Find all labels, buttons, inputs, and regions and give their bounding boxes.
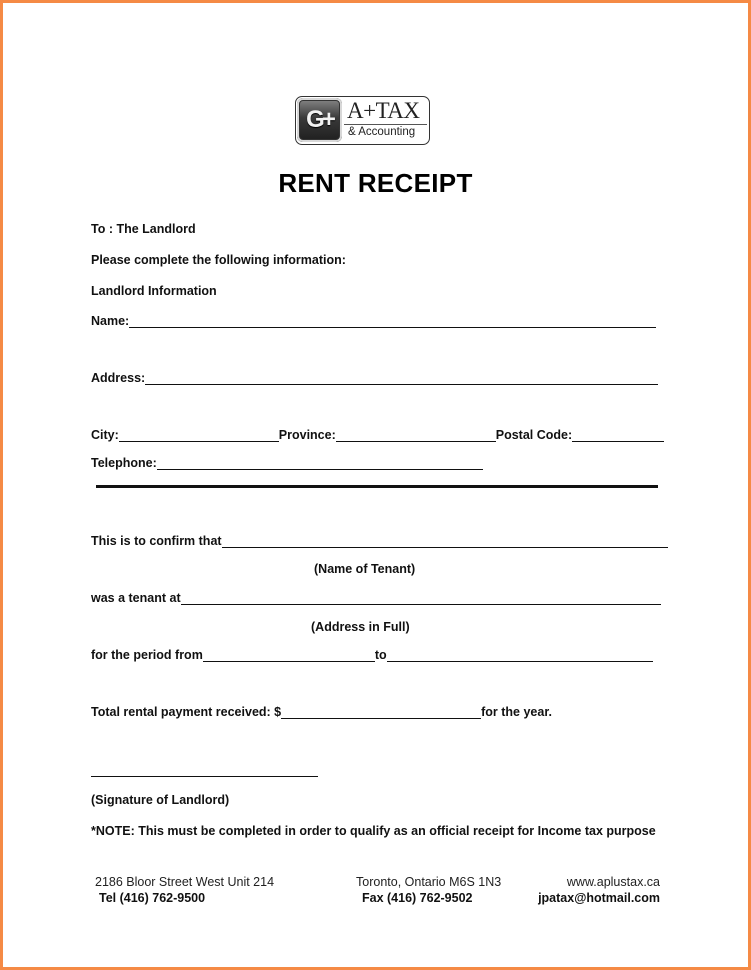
- note-text: *NOTE: This must be completed in order to qualify as an official receipt for Income tax purpose: [91, 824, 656, 838]
- confirm-label: This is to confirm that: [91, 534, 222, 548]
- signature-row: [91, 764, 318, 777]
- address-label: Address:: [91, 371, 146, 385]
- telephone-label: Telephone:: [91, 456, 157, 470]
- footer-fax: Fax (416) 762-9502: [362, 891, 473, 905]
- tenant-address-field[interactable]: [181, 592, 661, 605]
- total-label: Total rental payment received: $: [91, 705, 282, 719]
- instruction-text: Please complete the following information:: [91, 253, 346, 267]
- logo-divider: [344, 124, 427, 125]
- address-caption: (Address in Full): [311, 620, 410, 634]
- period-from-field[interactable]: [203, 649, 375, 662]
- telephone-field[interactable]: [157, 457, 483, 470]
- total-payment-row: [91, 705, 552, 719]
- address-field[interactable]: [145, 372, 658, 385]
- name-label: Name:: [91, 314, 130, 328]
- telephone-row: [91, 456, 483, 470]
- footer-email[interactable]: jpatax@hotmail.com: [538, 891, 660, 905]
- confirm-row: [91, 534, 668, 548]
- city-province-postal-row: [91, 428, 664, 442]
- to-line: [91, 222, 196, 236]
- postal-code-field[interactable]: [572, 429, 664, 442]
- logo-badge-icon: [297, 98, 342, 142]
- company-logo: [295, 96, 430, 145]
- total-suffix: for the year.: [481, 705, 552, 719]
- section-heading-text: Landlord Information: [91, 284, 217, 298]
- name-field[interactable]: [129, 315, 656, 328]
- postal-code-label: Postal Code:: [495, 428, 573, 442]
- logo-title: A+TAX: [347, 98, 420, 123]
- period-to-field[interactable]: [387, 649, 653, 662]
- city-label: City:: [91, 428, 119, 442]
- period-to-label: to: [374, 648, 387, 662]
- province-label: Province:: [278, 428, 336, 442]
- tenant-at-label: was a tenant at: [91, 591, 181, 605]
- tenant-address-row: [91, 591, 661, 605]
- province-field[interactable]: [336, 429, 496, 442]
- to-line-text: To : The Landlord: [91, 222, 196, 236]
- document-title: RENT RECEIPT: [278, 168, 473, 198]
- signature-caption: (Signature of Landlord): [91, 793, 230, 807]
- tenant-name-field[interactable]: [222, 535, 668, 548]
- address-row: [91, 371, 658, 385]
- instruction-line: [91, 253, 346, 267]
- period-from-label: for the period from: [91, 648, 203, 662]
- signature-field[interactable]: [91, 764, 318, 777]
- footer-website[interactable]: www.aplustax.ca: [566, 875, 660, 889]
- footer-telephone: Tel (416) 762-9500: [99, 891, 206, 905]
- section-divider: [96, 485, 658, 488]
- tenant-name-caption: (Name of Tenant): [314, 562, 416, 576]
- city-field[interactable]: [119, 429, 279, 442]
- signature-caption-row: [91, 793, 229, 807]
- period-row: [91, 648, 653, 662]
- section-heading: [91, 284, 217, 298]
- note-row: [91, 824, 656, 838]
- name-row: [91, 314, 656, 328]
- footer-city: Toronto, Ontario M6S 1N3: [356, 875, 502, 889]
- logo-badge-text: G+: [306, 106, 333, 133]
- logo-subtitle: & Accounting: [348, 126, 416, 138]
- total-amount-field[interactable]: [281, 706, 481, 719]
- footer-street: 2186 Bloor Street West Unit 214: [95, 875, 275, 889]
